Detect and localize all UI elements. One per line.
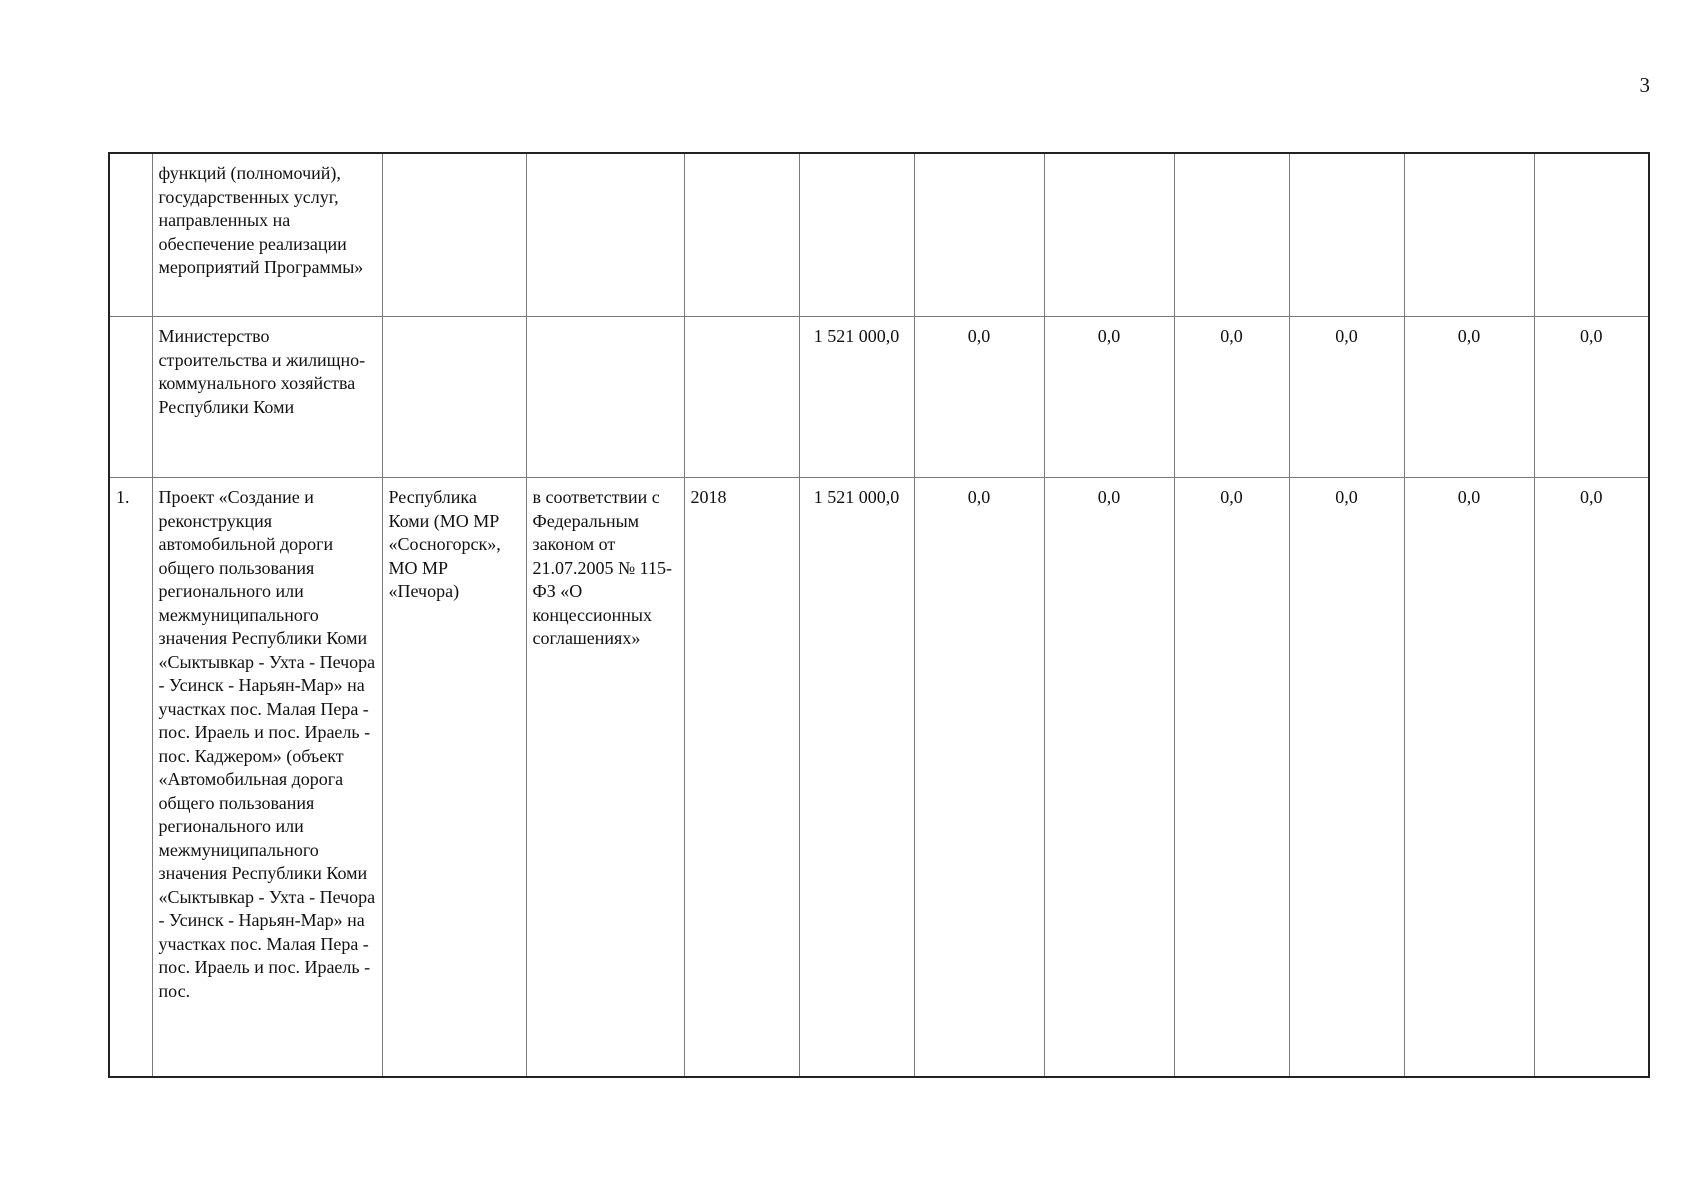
row-year-cell [684,317,799,478]
program-table [108,152,1650,1078]
row-value-cell: 0,0 [1534,478,1649,1078]
row-value-cell: 0,0 [914,478,1044,1078]
row-value-cell: 0,0 [1289,317,1404,478]
row-name-cell: функций (полномочий), государственных услуг, направленных на обеспечение реализации мероприятий Программы» [152,153,382,317]
table-row [109,153,1649,317]
row-value-cell: 0,0 [1404,317,1534,478]
row-value-cell [1044,153,1174,317]
row-name-cell: Министерство строительства и жилищно-коммунального хозяйства Республики Коми [152,317,382,478]
row-value-cell: 0,0 [1174,478,1289,1078]
row-basis-cell [526,317,684,478]
row-total-cell [799,153,914,317]
row-value-cell: 0,0 [1404,478,1534,1078]
row-total-cell: 1 521 000,0 [799,317,914,478]
row-value-cell: 0,0 [1289,478,1404,1078]
row-value-cell [914,153,1044,317]
table-row [109,317,1649,478]
row-territory-cell [382,317,526,478]
row-value-cell [1174,153,1289,317]
row-total-cell: 1 521 000,0 [799,478,914,1078]
row-year-cell [684,153,799,317]
row-territory-cell: Республика Коми (МО МР «Сосногорск», МО МР «Печора) [382,478,526,1078]
row-territory-cell [382,153,526,317]
row-basis-cell [526,153,684,317]
row-basis-cell: в соответствии с Федеральным законом от 21.07.2005 № 115-ФЗ «О концессионных соглашениях» [526,478,684,1078]
row-index-cell [109,153,152,317]
row-index-cell: 1. [109,478,152,1078]
row-value-cell: 0,0 [1534,317,1649,478]
row-value-cell [1289,153,1404,317]
row-name-cell: Проект «Создание и реконструкция автомобильной дороги общего пользования регионального или межмуниципального значения Республики Коми «Сыктывкар - Ухта - Печора - Усинск - Нарьян-Мар» на участках пос. Малая Пера - пос. Ираель и пос. Ираель - пос. Каджером» (объект «Автомобильная дорога общего пользования регионального или межмуниципального значения Республики Коми «Сыктывкар - Ухта - Печора - Усинск - Нарьян-Мар» на участках пос. Малая Пера - пос. Ираель и пос. Ираель - пос. [152,478,382,1078]
row-value-cell: 0,0 [1044,478,1174,1078]
row-value-cell [1404,153,1534,317]
row-value-cell: 0,0 [1044,317,1174,478]
table-row [109,478,1649,1078]
row-value-cell: 0,0 [914,317,1044,478]
row-value-cell [1534,153,1649,317]
row-year-cell: 2018 [684,478,799,1078]
row-value-cell: 0,0 [1174,317,1289,478]
page-number: 3 [1639,73,1650,97]
row-index-cell [109,317,152,478]
